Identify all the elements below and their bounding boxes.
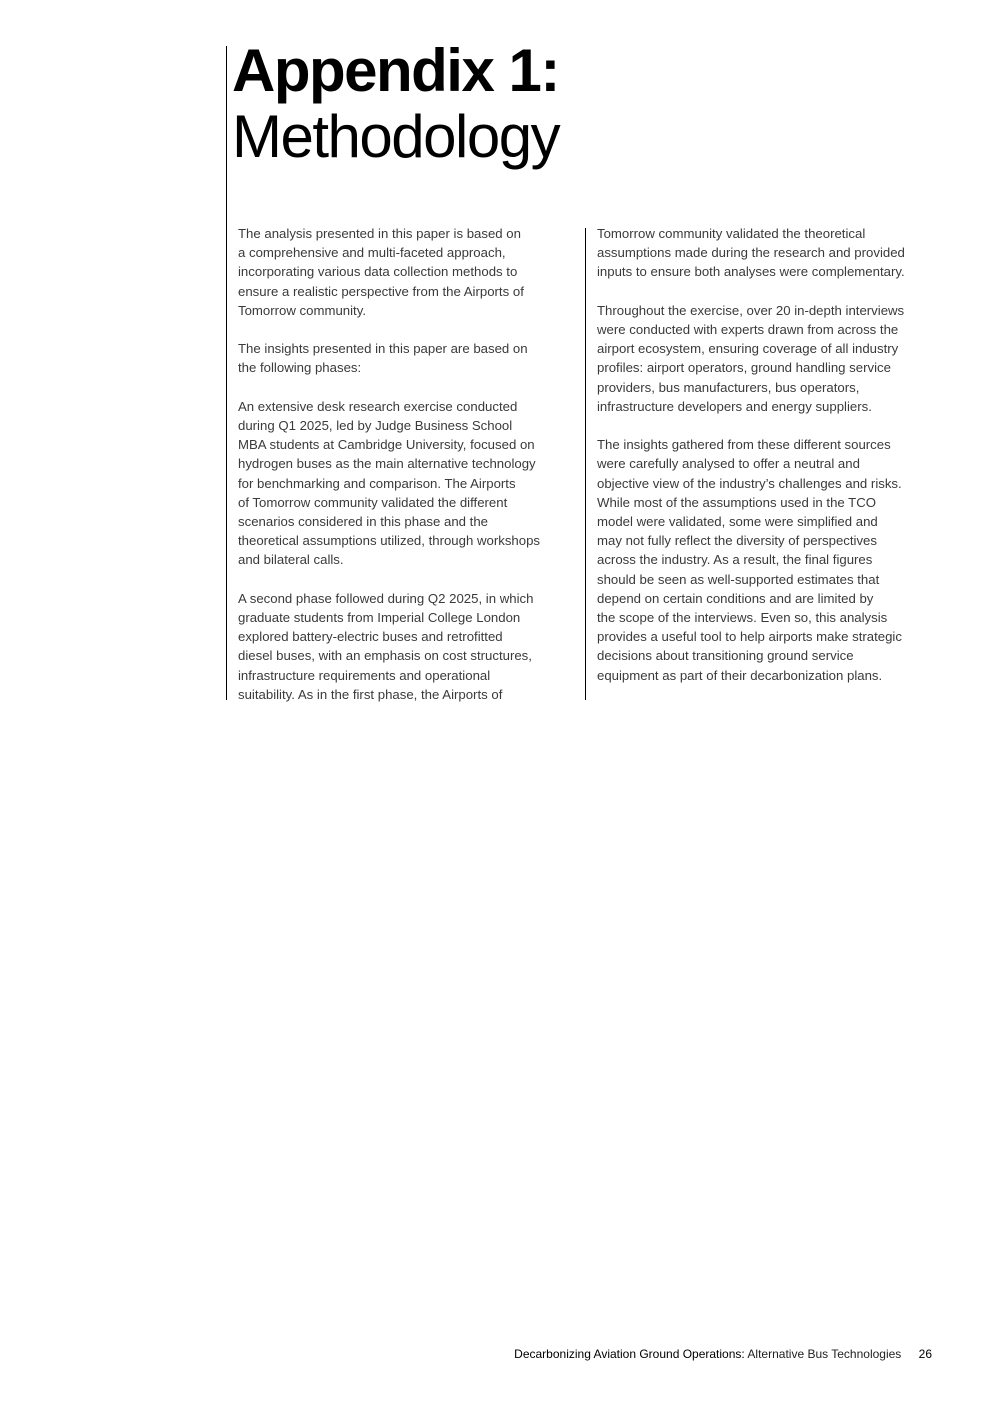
text-line: ensure a realistic perspective from the Airports of	[238, 283, 524, 299]
page-title-line1: Appendix 1:	[232, 37, 559, 104]
text-line: for benchmarking and comparison. The Airports	[238, 475, 516, 491]
page-title-line2: Methodology	[232, 103, 560, 170]
text-line: A second phase followed during Q2 2025, in which	[238, 590, 534, 606]
text-line: should be seen as well-supported estimates that	[597, 571, 880, 587]
left-paragraph-3	[238, 397, 576, 570]
text-line: airport ecosystem, ensuring coverage of all industry	[597, 341, 899, 357]
text-line: decisions about transitioning ground service	[597, 648, 854, 664]
text-line: MBA students at Cambridge University, focused on	[238, 437, 535, 453]
text-line: inputs to ensure both analyses were complementary.	[597, 264, 905, 280]
left-text-column	[238, 224, 576, 723]
text-line: incorporating various data collection methods to	[238, 264, 518, 280]
text-line: were carefully analysed to offer a neutral and	[597, 456, 860, 472]
text-line: and bilateral calls.	[238, 552, 344, 568]
text-line: the following phases:	[238, 360, 362, 376]
page-title	[232, 38, 559, 170]
text-line: may not fully reflect the diversity of perspectives	[597, 533, 877, 549]
text-line: providers, bus manufacturers, bus operators,	[597, 379, 860, 395]
page-footer	[514, 1346, 932, 1362]
right-paragraph-3	[597, 435, 937, 685]
text-line: a comprehensive and multi-faceted approach,	[238, 245, 506, 261]
text-line: The insights gathered from these different sources	[597, 437, 891, 453]
text-line: provides a useful tool to help airports make strategic	[597, 629, 902, 645]
text-line: depend on certain conditions and are limited by	[597, 590, 874, 606]
text-line: infrastructure developers and energy suppliers.	[597, 398, 872, 414]
text-line: objective view of the industry’s challenges and risks.	[597, 475, 902, 491]
text-line: An extensive desk research exercise conducted	[238, 398, 518, 414]
text-line: theoretical assumptions utilized, through workshops	[238, 533, 541, 549]
right-text-column	[597, 224, 937, 704]
left-paragraph-1	[238, 224, 576, 320]
text-line: Throughout the exercise, over 20 in-depth interviews	[597, 302, 905, 318]
right-paragraph-1	[597, 224, 937, 282]
footer-title-rest: Alternative Bus Technologies	[747, 1347, 902, 1361]
text-line: Tomorrow community validated the theoretical	[597, 226, 866, 241]
left-paragraph-2	[238, 339, 576, 377]
page-number: 26	[918, 1347, 932, 1361]
text-line: model were validated, some were simplified and	[597, 514, 878, 530]
text-line: diesel buses, with an emphasis on cost structures,	[238, 648, 532, 664]
text-line: across the industry. As a result, the final figures	[597, 552, 873, 568]
text-line: equipment as part of their decarbonization plans.	[597, 667, 883, 683]
footer-title-strong: Decarbonizing Aviation Ground Operations:	[514, 1347, 745, 1361]
text-line: profiles: airport operators, ground handling service	[597, 360, 891, 376]
text-line: infrastructure requirements and operational	[238, 667, 491, 683]
column-divider	[585, 228, 586, 700]
text-line: Tomorrow community.	[238, 302, 366, 318]
text-line: graduate students from Imperial College London	[238, 610, 521, 626]
text-line: the scope of the interviews. Even so, this analysis	[597, 610, 888, 626]
text-line: hydrogen buses as the main alternative technology	[238, 456, 536, 472]
text-line: explored battery-electric buses and retrofitted	[238, 629, 503, 645]
text-line: of Tomorrow community validated the different	[238, 494, 508, 510]
title-vertical-rule	[226, 46, 227, 700]
right-paragraph-2	[597, 301, 937, 416]
text-line: assumptions made during the research and provided	[597, 245, 905, 261]
left-paragraph-4	[238, 589, 576, 704]
text-line: The analysis presented in this paper is based on	[238, 226, 521, 241]
text-line: scenarios considered in this phase and the	[238, 514, 488, 530]
text-line: during Q1 2025, led by Judge Business School	[238, 418, 513, 433]
text-line: suitability. As in the first phase, the Airports of	[238, 686, 503, 702]
text-line: The insights presented in this paper are based on	[238, 341, 528, 357]
text-line: While most of the assumptions used in the TCO	[597, 494, 877, 510]
text-line: were conducted with experts drawn from across the	[597, 322, 899, 337]
